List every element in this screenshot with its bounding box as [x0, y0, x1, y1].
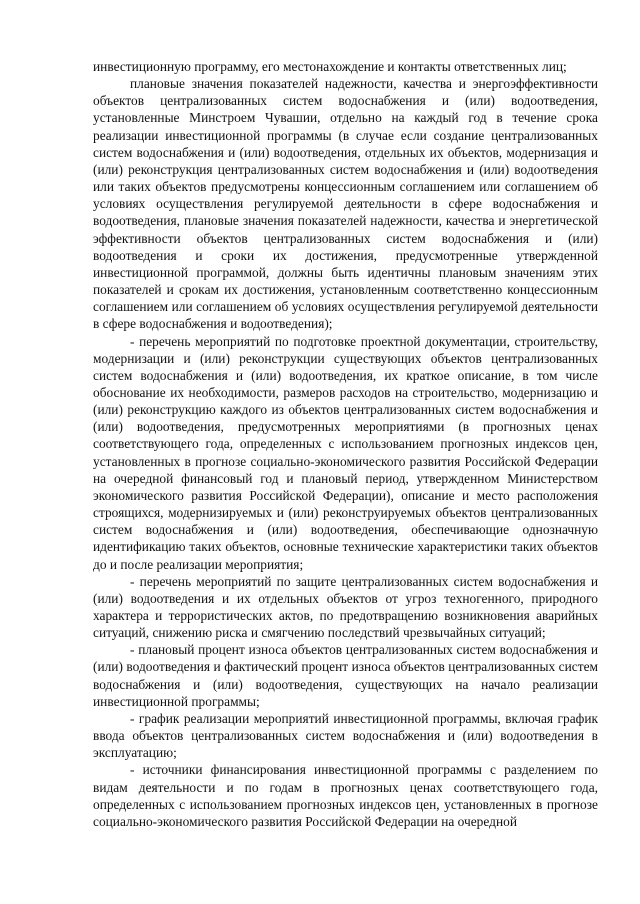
- paragraph-financing-sources: - источники финансирования инвестиционной программы с разделением по видам деятельности и по годам в прогнозных ценах соответствующего года, определенных с использованием прогнозных индексов цен, установленных в прогнозе социально-экономического развития Российской Федерации на очередной: [93, 762, 598, 829]
- paragraph-implementation-schedule: - график реализации мероприятий инвестиционной программы, включая график ввода объектов централизованных систем водоснабжения и (или) водоотведения в эксплуатацию;: [93, 710, 598, 761]
- paragraph-protection-measures: - перечень мероприятий по защите централизованных систем водоснабжения и (или) водоотведения и их отдельных объектов от угроз техногенного, природного характера и террористических актов, по предотвращению возникновения аварийных ситуаций, снижению риска и смягчению последствий чрезвычайных ситуаций;: [93, 573, 598, 641]
- paragraph-design-measures: - перечень мероприятий по подготовке проектной документации, строительству, модернизации и (или) реконструкции существующих объектов централизованных систем водоснабжения и (или) водоотведения, их краткое описание, в том числе обоснование их необходимости, размеров расходов на строительство, модернизацию и (или) реконструкцию каждого из объектов централизованных систем водоснабжения и (или) водоотведения, предусмотренных мероприятиями (в прогнозных ценах соответствующего года, определенных с использованием прогнозных индексов цен, установленных в прогнозе социально-экономического развития Российской Федерации на очередной финансовый год и плановый период, утвержденном Министерством экономического развития Российской Федерации), описание и место расположения строящихся, модернизируемых и (или) реконструируемых объектов централизованных систем водоснабжения и (или) водоотведения, обеспечивающие однозначную идентификацию таких объектов, основные технические характеристики таких объектов до и после реализации мероприятия;: [93, 333, 598, 572]
- paragraph-planned-indicators: плановые значения показателей надежности, качества и энергоэффективности объектов централизованных систем водоснабжения и (или) водоотведения, установленные Минстроем Чувашии, отдельно на каждый год в течение срока реализации инвестиционной программы (в случае если создание централизованных систем водоснабжения и (или) водоотведения, отдельных их объектов, модернизация и (или) реконструкция централизованных систем водоснабжения и (или) водоотведения или таких объектов предусмотрены концессионным соглашением или соглашением об условиях осуществления регулируемой деятельности в сфере водоснабжения и водоотведения, плановые значения показателей надежности, качества и энергетической эффективности объектов централизованных систем водоснабжения и (или) водоотведения и сроки их достижения, предусмотренные утвержденной инвестиционной программой, должны быть идентичны плановым значениям этих показателей и срокам их достижения, установленным соответственно концессионным соглашением или соглашением об условиях осуществления регулируемой деятельности в сфере водоснабжения и водоотведения);: [93, 76, 598, 332]
- paragraph-contacts-continuation: инвестиционную программу, его местонахождение и контакты ответственных лиц;: [93, 59, 567, 74]
- document-page: [93, 58, 598, 830]
- paragraph-wear-percentage: - плановый процент износа объектов централизованных систем водоснабжения и (или) водоотведения и фактический процент износа объектов централизованных систем водоснабжения и (или) водоотведения, существующих на начало реализации инвестиционной программы;: [93, 642, 598, 709]
